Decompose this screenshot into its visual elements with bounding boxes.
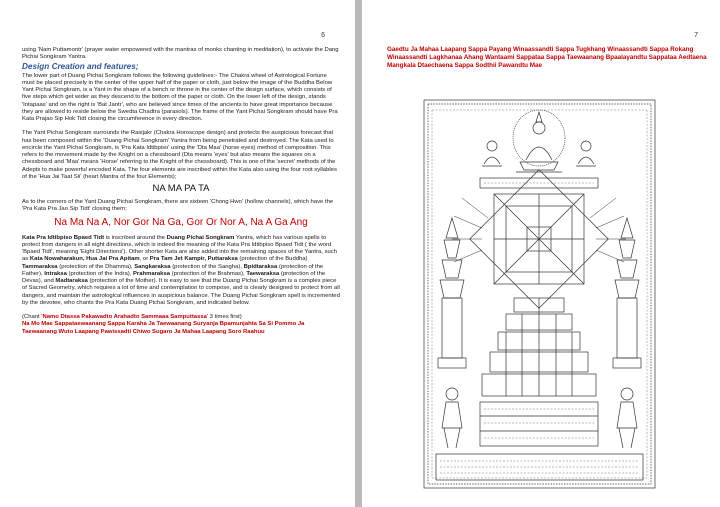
base-inscription-panel xyxy=(480,402,598,446)
text-run: (protection of the Indra), xyxy=(66,270,133,277)
yantra-outer-border xyxy=(424,100,655,488)
chant-continuation: Gaedtu Ja Mahaa Laapang Sappa Payang Winaassandti Sappa Tugkhang Winaassandti Sappa Rokang Winaassandti Lagkhanaa Ahang Wantaami Sappataa Sappa Taewaanang Bpaalayandtu Sappataa Aedtaena Mangkala Dtaechaena Sappa Sodthii Pawandtu Mae xyxy=(387,46,707,69)
kata-term: Prahmaraksa xyxy=(133,270,171,277)
chakra-wheel-icon xyxy=(470,170,609,309)
chant-instruction xyxy=(22,314,340,321)
text-run: (protection of the Buddha) xyxy=(237,256,308,263)
elements-mantra: NA MA PA TA xyxy=(152,183,210,194)
kata-term: Tammaraksa xyxy=(22,263,58,270)
page-number: 6 xyxy=(321,32,325,39)
section-heading: Design Creation and features; xyxy=(22,61,139,71)
kata-term: Kata Pra Idtibpiso Bpaed Tidt xyxy=(22,234,105,241)
right-page xyxy=(362,0,720,507)
text-run: (protection of the Devas), and xyxy=(22,270,326,284)
pagoda-right-icon xyxy=(613,218,641,368)
guardian-intapaas-icon xyxy=(442,388,462,448)
text-run: is inscribed around the xyxy=(104,234,167,241)
text-run: (protection of the Father), xyxy=(22,263,324,277)
kata-term: Taewaraksa xyxy=(246,270,280,277)
yantra-illustration xyxy=(422,98,657,490)
intro-paragraph: using 'Nam Puttamontr' (prayer water empowered with the mantras of monks chanting in meditation), to activate the Dang Pichai Songkram Yantra. xyxy=(22,47,339,61)
pagoda-left-icon xyxy=(438,218,466,368)
kata-paragraph xyxy=(22,235,340,308)
corners-paragraph: As to the corners of the Yant Duang Pichai Songkram, there are sixteen 'Chong Hwo' (hollow channels), which have the 'Pra Kata Pra Jao Sip Tidt' closing them; xyxy=(22,199,334,213)
chant-namo: Namo Dtassa Pakawadto Arahadto Sammaaa Samputtassa xyxy=(42,314,207,320)
chant-prefix: (Chant ' xyxy=(22,314,43,320)
rasijakr-paragraph: The Yant Pichai Songkram surrounds the Rasijakr (Chakra Horoscope design) and protects the auspicious forecast that has been composed within the 'Duang Pichai Songkram' Yantra from being penetrated and destroyed. The Kata used to encircle the Yant Pichai Songkram, is 'Pra Kata Idtibpiso' using the 'Dta Maa' (horse eyes) method of composition. This refers to the movement made by the Knight on a chessboard (Dta means 'eyes' but also means the squares on a chessboard and 'Maa' means 'Horse' referring to the Knight of the chessboard). This is one of the 'secret' methods of the Adepts to make powerful encoded Kata. The four elements are inscribed within the Kata also using the four root syllables of the 'Hua Jai Taat Sii' (heart Mantra of the four Elements); xyxy=(22,130,337,180)
page-number: 7 xyxy=(694,32,698,39)
guardian-bat-jantr-icon xyxy=(617,388,637,448)
buddha-icon xyxy=(513,110,565,172)
kata-term: Intraksa xyxy=(44,270,67,277)
kata-term: Bpidtaraksa xyxy=(243,263,278,270)
text-run: Yantra, which has various spells to protect from dangers in all eight directions, which is indeed the meaning of the Kata Pra Idtibpiso Bpaed Tidt ( the word 'Bpaed Tidt', meaning 'Eight Directions'). Other shorter Kata are also added into the remaining spaces of the Yantra, such as xyxy=(22,234,338,263)
kata-term: Sangkaraksa xyxy=(134,263,171,270)
kata-term: Pra Tam Jet Kampir, Puttaraksa xyxy=(149,256,238,263)
kata-term: Madtaraksa xyxy=(55,278,88,284)
deity-right-icon xyxy=(576,141,596,166)
kata-term: Duang Pichai Songkram xyxy=(166,234,235,241)
kata-term: Kata Nowaharakun, Hua Jai Pra Apitam xyxy=(29,256,140,263)
guidelines-paragraph: The lower part of Duang Pichai Songkram follows the following guidelines:- The Chakra wheel of Astrological Fortune must be placed precisely in the center of the upper half of the paper or cloth, just below the image of the Buddha Below Yant Pichai Songkram, is a Yant in the shape of a bench or throne in the center of the design surface, which consists of five steps which get wider as they descend to the bottom of the paper or cloth. On the lower left of the design, stands 'Intapaas' and on the right is 'Bat Jantr', who are believed since times of the ancients to have great importance because they are allowed to reside below the Swedta Chadtra (parasols). The frame of the Yant Pichai Songkram should have Pra Kata Prajao Sip Hok Tidt closing the circumference in every direction. xyxy=(22,72,338,122)
yantra-inner-border xyxy=(428,104,651,484)
text-run: (protection of the Brahmas), xyxy=(170,270,247,277)
text-run: , or xyxy=(139,256,150,263)
chant-suffix: ' 3 times first) xyxy=(206,314,242,320)
text-run: (protection of the Mother). It is easy to see that the Duang Pichai Songkram is a complex piece of Sacred Geometry, which requires a lot of time and contemplation to compose, and is clearly designed to protect from all dangers, and maintain the astrological influences in auspicious balance. The Duang Pichai Songkram spell is incremented by the devotee, who chants the Pra Kata Duang Pichai Songkram, and indicated below. xyxy=(22,278,340,306)
chant-text: Na Mo Mae Sappataewaanang Sappa Karaha Ja Taewaanang Suryanja Bpamunjahta Sa Si Pommo Ja Taewaanang Wuto Laapang Pawissadti Chiwo Sugaro Ja Mahaa Laapang Soro Raahuu xyxy=(22,321,305,335)
deity-left-icon xyxy=(482,141,502,166)
throne-steps-icon xyxy=(482,298,596,396)
text-run: (protection of the Sangha), xyxy=(170,263,244,270)
left-page xyxy=(0,0,355,507)
text-run: (protection of the Dhamma), xyxy=(57,263,135,270)
corner-mantra: Na Ma Na A, Nor Gor Na Ga, Gor Or Nor A, Na A Ga Ang xyxy=(54,216,308,228)
left-text-column xyxy=(22,47,340,336)
